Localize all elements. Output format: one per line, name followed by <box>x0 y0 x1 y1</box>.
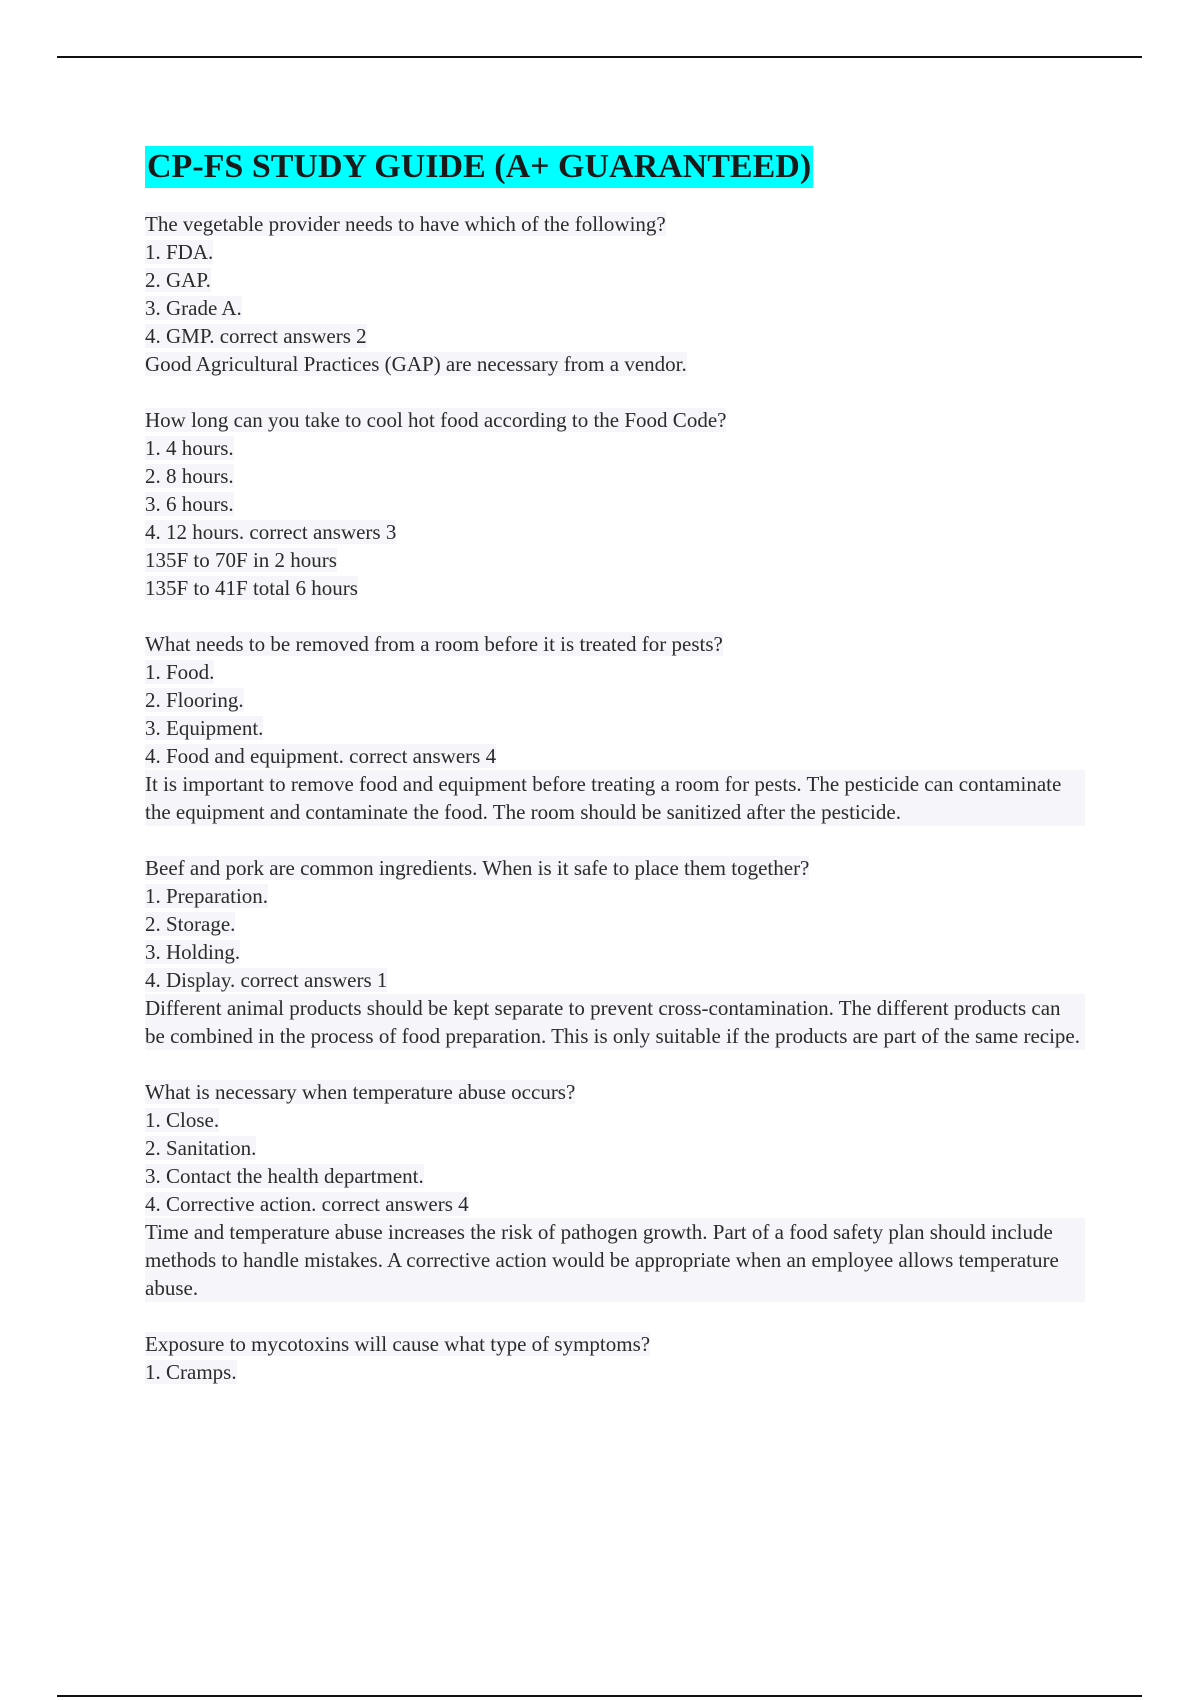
answer-option: 2. Flooring. <box>145 688 244 712</box>
question-block <box>145 406 1085 602</box>
answer-option: 2. Storage. <box>145 912 236 936</box>
answer-option: 1. Food. <box>145 660 215 684</box>
answer-option: 3. Contact the health department. <box>145 1164 424 1188</box>
answer-option: 1. 4 hours. <box>145 436 234 460</box>
answer-option: 3. Grade A. <box>145 296 242 320</box>
document-title: CP-FS STUDY GUIDE (A+ GUARANTEED) <box>145 146 813 188</box>
explanation-text: 135F to 41F total 6 hours <box>145 576 358 600</box>
answer-option: 2. 8 hours. <box>145 464 234 488</box>
explanation-text: Good Agricultural Practices (GAP) are necessary from a vendor. <box>145 352 687 376</box>
answer-option: 3. Equipment. <box>145 716 264 740</box>
answer-option: 4. Food and equipment. correct answers 4 <box>145 744 497 768</box>
answer-option: 1. Preparation. <box>145 884 269 908</box>
answer-option: 4. GMP. correct answers 2 <box>145 324 367 348</box>
question-block <box>145 1078 1085 1302</box>
answer-option: 2. GAP. <box>145 268 211 292</box>
footer-rule <box>57 1695 1142 1697</box>
question-text: How long can you take to cool hot food according to the Food Code? <box>145 408 727 432</box>
question-list <box>145 210 1085 1386</box>
answer-option: 4. Display. correct answers 1 <box>145 968 388 992</box>
explanation-text: 135F to 70F in 2 hours <box>145 548 337 572</box>
answer-option: 1. FDA. <box>145 240 214 264</box>
question-block <box>145 210 1085 378</box>
question-block <box>145 630 1085 826</box>
answer-option: 4. 12 hours. correct answers 3 <box>145 520 397 544</box>
header-rule <box>57 56 1142 58</box>
question-block <box>145 1330 1085 1386</box>
answer-option: 3. Holding. <box>145 940 241 964</box>
answer-option: 3. 6 hours. <box>145 492 234 516</box>
question-text: What needs to be removed from a room before it is treated for pests? <box>145 632 723 656</box>
explanation-text: It is important to remove food and equipment before treating a room for pests. The pesticide can contaminate the equipment and contaminate the food. The room should be sanitized after the pesticide. <box>145 770 1085 826</box>
answer-option: 1. Close. <box>145 1108 220 1132</box>
question-text: The vegetable provider needs to have which of the following? <box>145 212 666 236</box>
answer-option: 4. Corrective action. correct answers 4 <box>145 1192 469 1216</box>
explanation-text: Time and temperature abuse increases the risk of pathogen growth. Part of a food safety plan should include methods to handle mistakes. A corrective action would be appropriate when an employee allows temperature abuse. <box>145 1218 1085 1302</box>
question-text: What is necessary when temperature abuse occurs? <box>145 1080 576 1104</box>
answer-option: 1. Cramps. <box>145 1360 237 1384</box>
question-text: Beef and pork are common ingredients. When is it safe to place them together? <box>145 856 810 880</box>
answer-option: 2. Sanitation. <box>145 1136 257 1160</box>
explanation-text: Different animal products should be kept separate to prevent cross-contamination. The different products can be combined in the process of food preparation. This is only suitable if the products are part of the same recipe. <box>145 994 1085 1050</box>
question-block <box>145 854 1085 1050</box>
question-text: Exposure to mycotoxins will cause what type of symptoms? <box>145 1332 651 1356</box>
document-page <box>145 146 1085 1414</box>
